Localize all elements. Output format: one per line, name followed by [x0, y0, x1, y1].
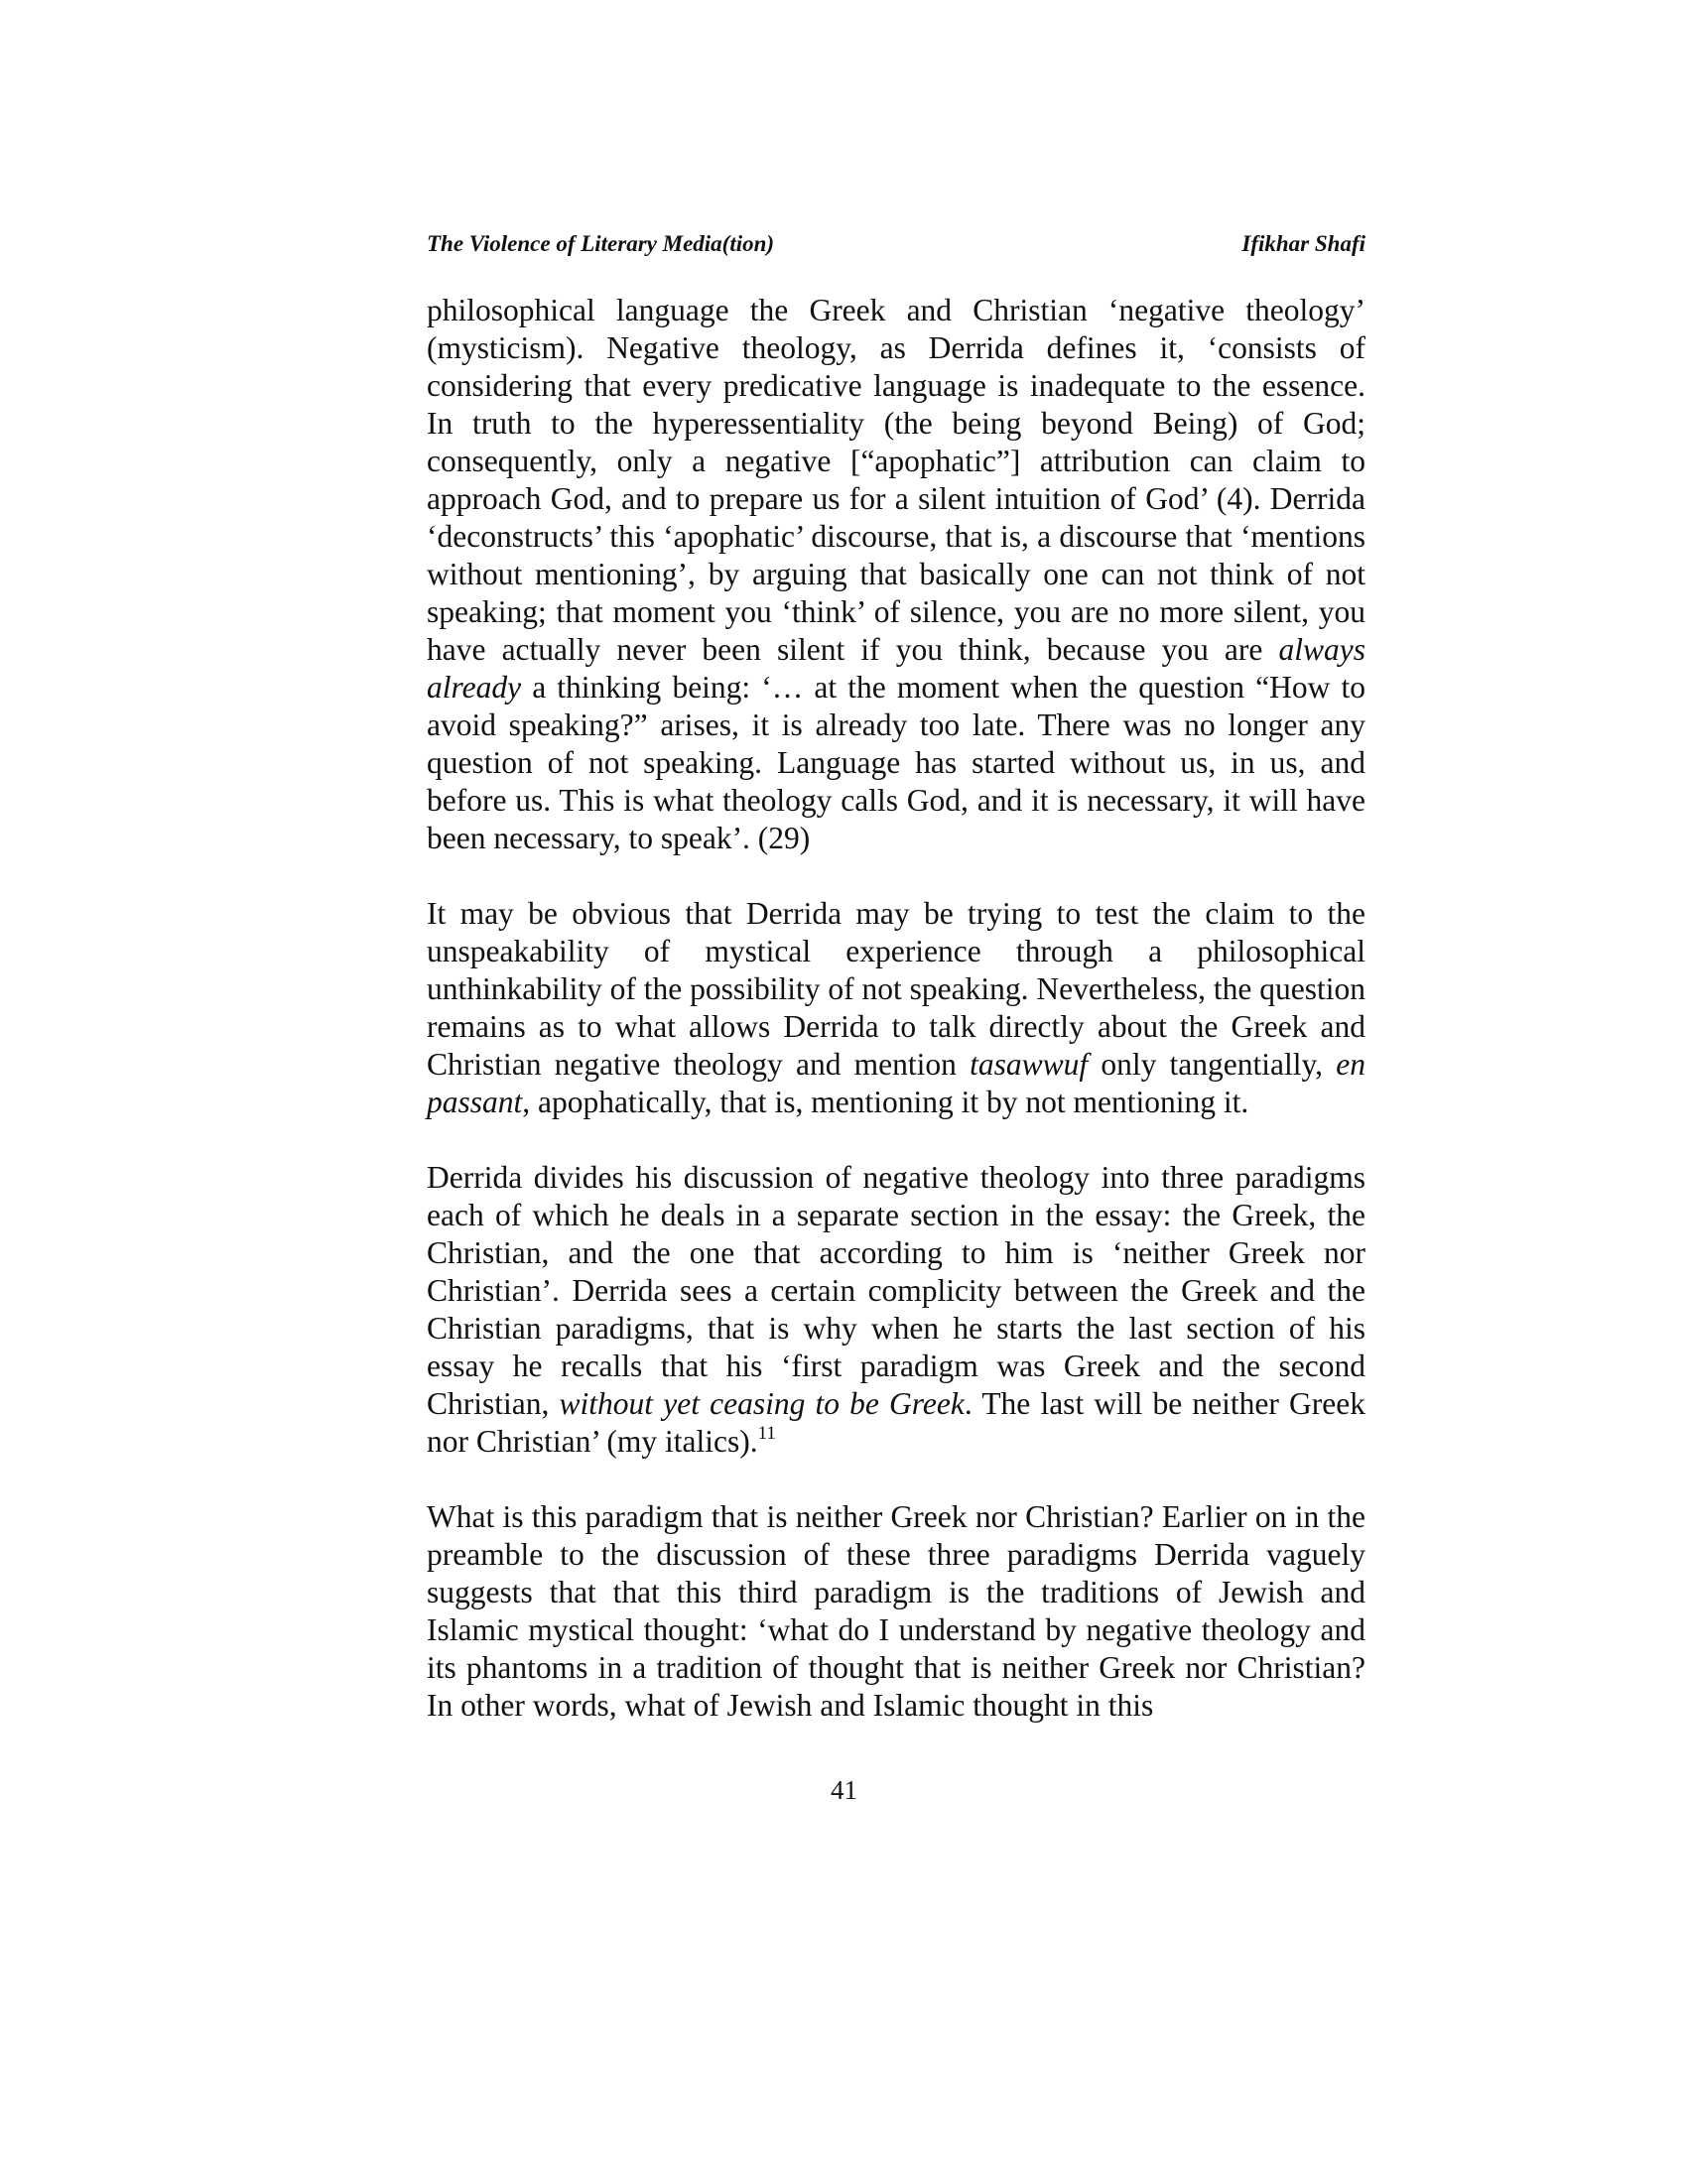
body-text	[427, 292, 1365, 1725]
italic-text: without yet ceasing to be Greek	[559, 1386, 965, 1421]
running-header	[427, 230, 1365, 258]
paragraph	[427, 895, 1365, 1121]
header-author: Ifikhar Shafi	[1241, 231, 1365, 256]
paragraph-text: philosophical language the Greek and Christian ‘negative theology’ (mysticism). Negative theology, as Derrida defines it, ‘consists of considering that every predicative language is inadequate to the essence. In truth to the hyperessentiality (the being beyond Being) of God; consequently, only a negative [“apophatic”] attribution can claim to approach God, and to prepare us for a silent intuition of God’ (4). Derrida ‘deconstructs’ this ‘apophatic’ discourse, that is, a discourse that ‘mentions without mentioning’, by arguing that basically one can not think of not speaking; that moment you ‘think’ of silence, you are no more silent, you have actually never been silent if you think, because you are	[427, 293, 1365, 667]
footnote-marker: 11	[757, 1423, 776, 1444]
page-number: 41	[831, 1775, 857, 1805]
paragraph-text: a thinking being: ‘… at the moment when the question “How to avoid speaking?” arises, it is already too late. There was no longer any question of not speaking. Language has started without us, in us, and before us. This is what theology calls God, and it is necessary, it will have been necessary, to speak’. (29)	[427, 670, 1365, 855]
header-article-title: The Violence of Literary Media(tion)	[427, 231, 775, 256]
paragraph	[427, 1498, 1365, 1725]
paragraph-text: Derrida divides his discussion of negative theology into three paradigms each of which he deals in a separate section in the essay: the Greek, the Christian, and the one that according to him is ‘neither Greek nor Christian’. Derrida sees a certain complicity between the Greek and the Christian paradigms, that is why when he starts the last section of his essay he recalls that his ‘first paradigm was Greek and the second Christian,	[427, 1160, 1365, 1421]
paragraph-text: only tangentially,	[1088, 1047, 1337, 1082]
paragraph-text: It may be obvious that Derrida may be trying to test the claim to the unspeakability of mystical experience through a philosophical unthinkability of the possibility of not speaking. Nevertheless, the question remains as to what allows Derrida to talk directly about the Greek and Christian negative theology and mention	[427, 896, 1365, 1082]
paragraph-text: What is this paradigm that is neither Greek nor Christian? Earlier on in the preamble to the discussion of these three paradigms Derrida vaguely suggests that that this third paradigm is the traditions of Jewish and Islamic mystical thought: ‘what do I understand by negative theology and its phantoms in a tradition of thought that is neither Greek nor Christian? In other words, what of Jewish and Islamic thought in this	[427, 1499, 1365, 1723]
italic-text: always already	[427, 632, 1365, 705]
paragraph	[427, 1159, 1365, 1461]
paragraph	[427, 292, 1365, 857]
italic-text: en passant	[427, 1047, 1365, 1119]
paragraph-text: . The last will be neither Greek nor Christian’ (my italics).	[427, 1386, 1365, 1459]
paragraph-text: , apophatically, that is, mentioning it by not mentioning it.	[522, 1085, 1249, 1119]
italic-text: tasawwuf	[970, 1047, 1089, 1082]
